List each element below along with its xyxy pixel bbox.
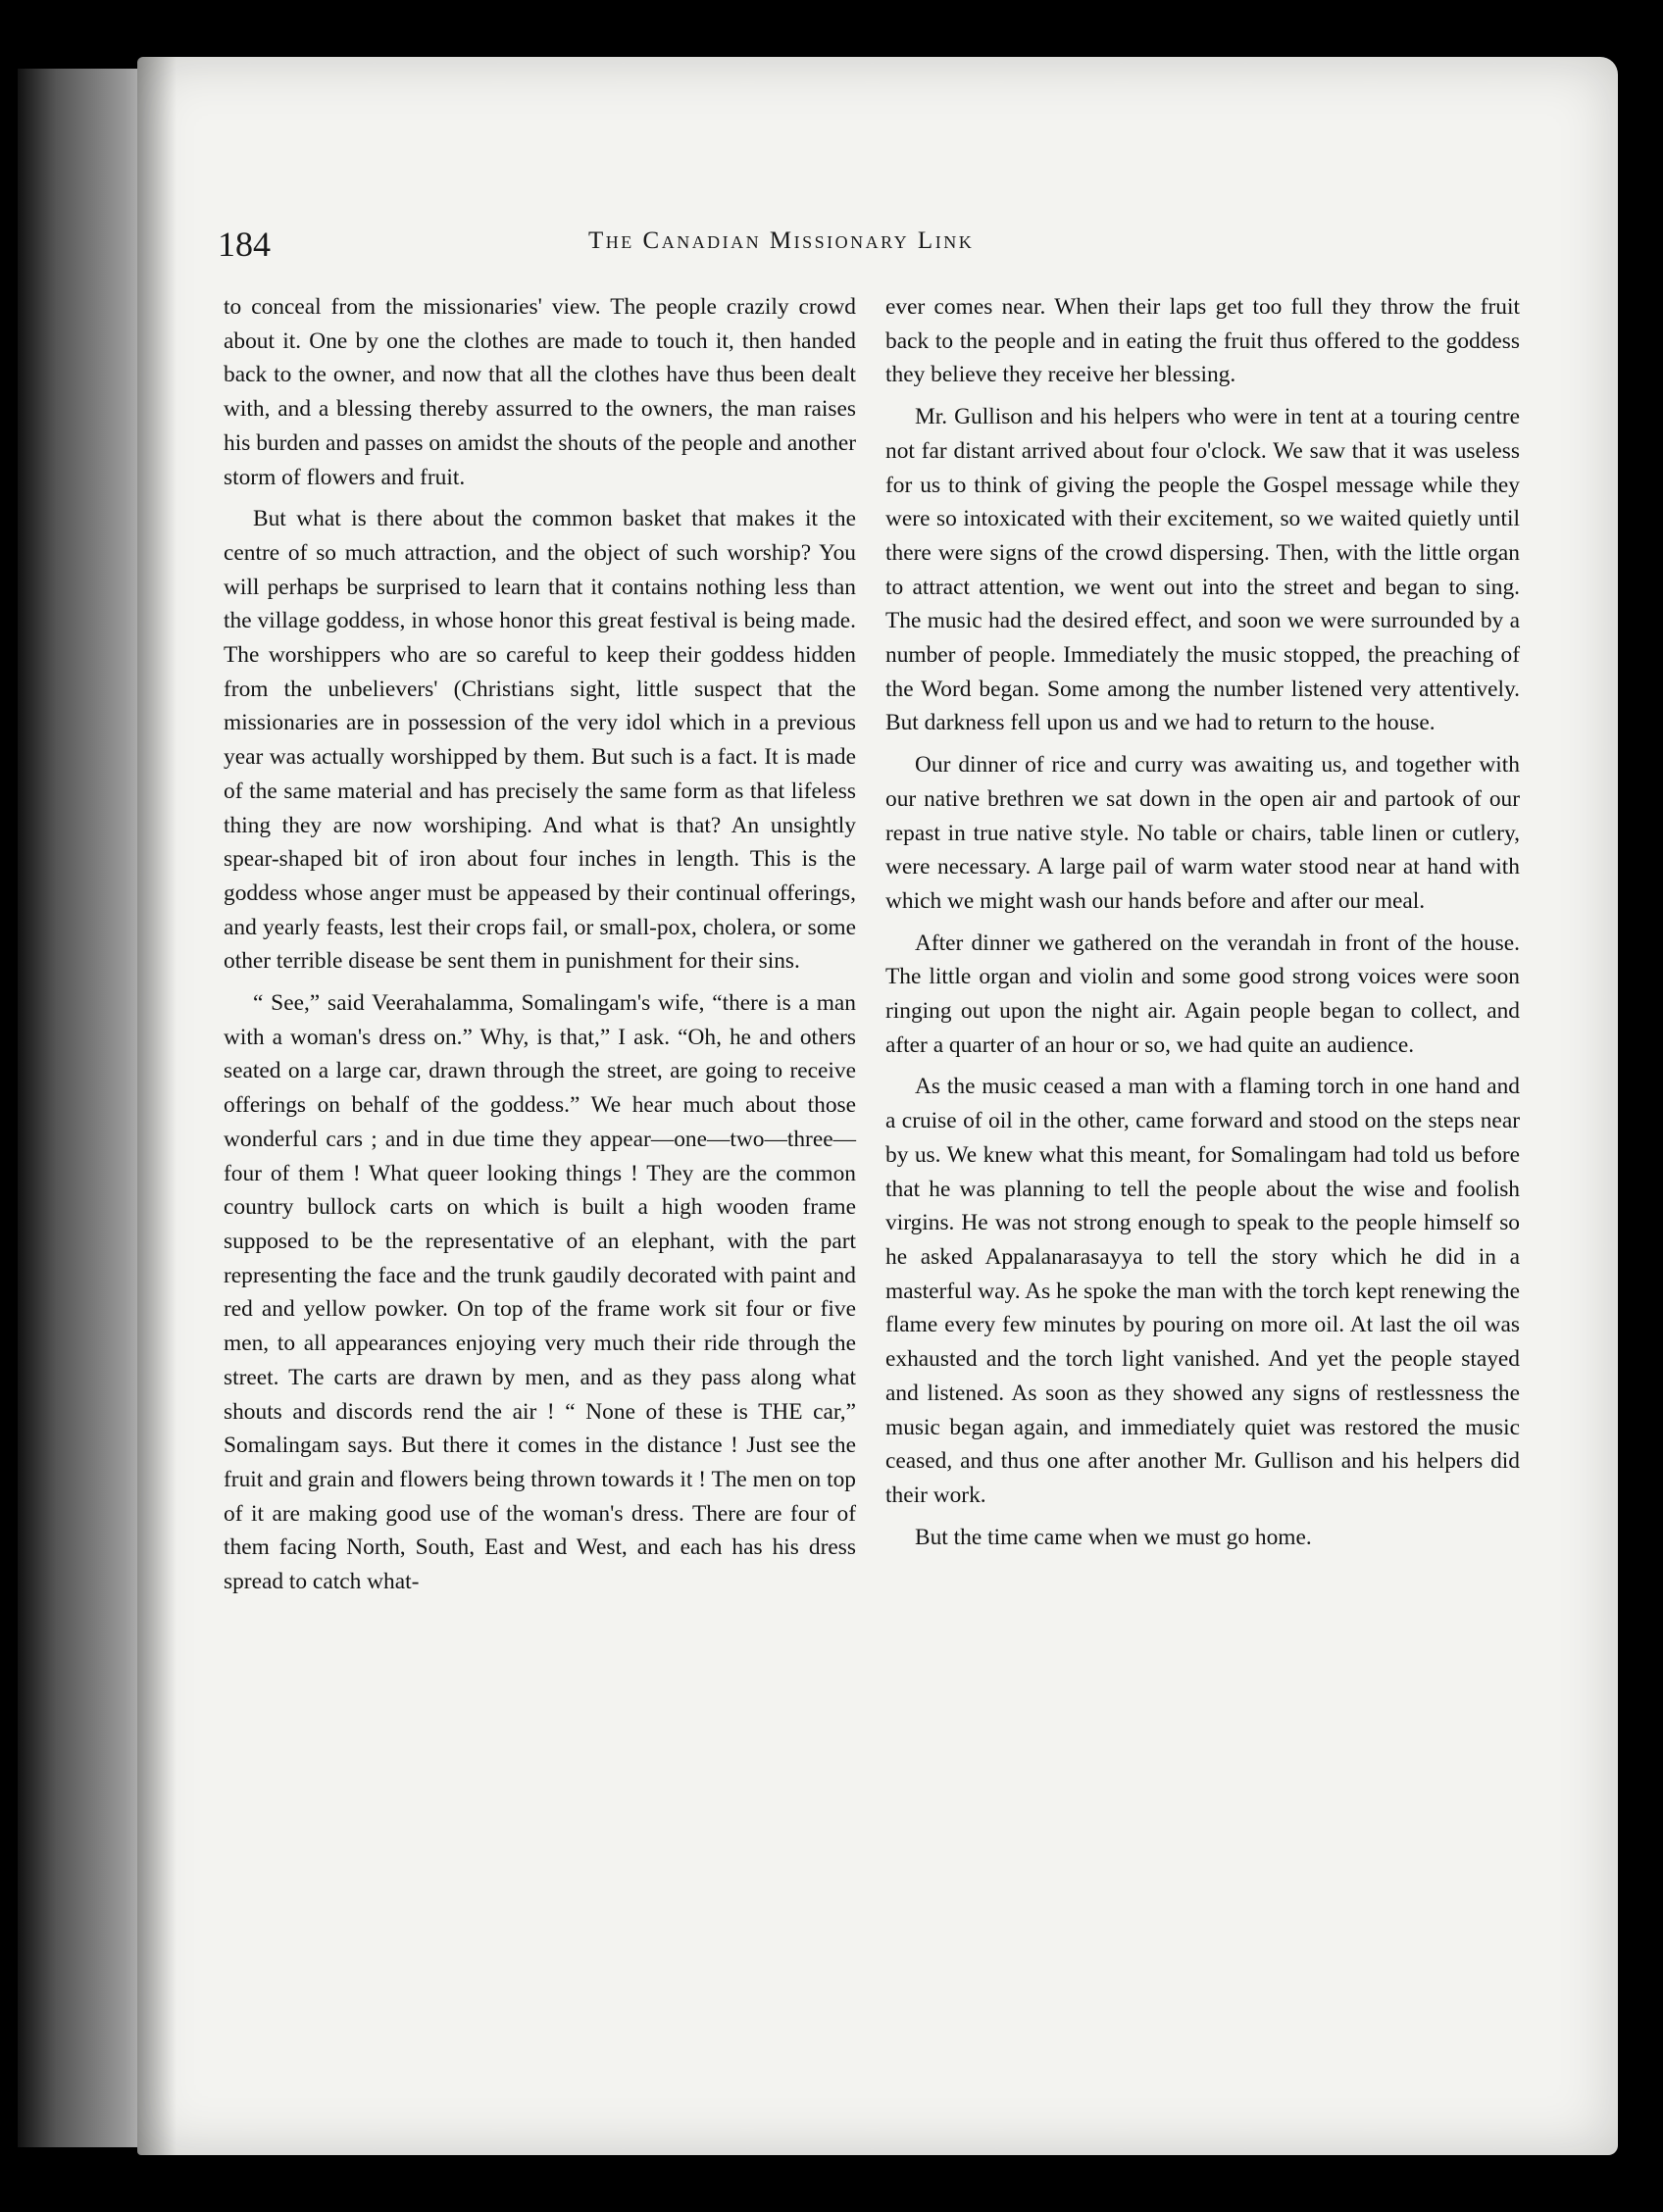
paragraph: ever comes near. When their laps get too full they throw the fruit back to the people and in eating the fruit thus offered to the goddess they believe they receive her blessing. xyxy=(885,294,1520,388)
paragraph: to conceal from the missionaries' view. The people crazily crowd about it. One by one the clothes are made to touch it, then handed back to the owner, and now that all the clothes have thus been dealt with, and a blessing thereby assurred to the owners, the man raises his burden and passes on amidst the shouts of the people and another storm of flowers and fruit. xyxy=(224,294,856,490)
book-page-edges xyxy=(18,69,145,2147)
page-number: 184 xyxy=(218,225,271,264)
spine-shadow xyxy=(137,57,176,2155)
paragraph: Mr. Gullison and his helpers who were in tent at a touring centre not far distant arrived about four o'clock. We saw that it was useless for us to think of giving the people the Gospel message while they were so intoxicated with their excitement, so we waited quietly until there were signs of the crowd dispersing. Then, with the little organ to attract attention, we went out into the street and began to sing. The music had the desired effect, and soon we were surrounded by a number of people. Immediately the music stopped, the preaching of the Word began. Some among the number listened very attentively. But darkness fell upon us and we had to return to the house. xyxy=(885,404,1520,736)
paragraph: As the music ceased a man with a flaming torch in one hand and a cruise of oil in the other, came forward and stood on the steps near by us. We knew what this meant, for Somalingam had told us before that he was planning to tell the people about the wise and foolish virgins. He was not strong enough to speak to the people himself so he asked Appalanarasayya to tell the story which he did in a masterful way. As he spoke the man with the torch kept renewing the flame every few minutes by pouring on more oil. At last the oil was exhausted and the torch light vanished. And yet the people stayed and listened. As soon as they showed any signs of restlessness the music began again, and immediately quiet was restored the music ceased, and thus one after another Mr. Gullison and his helpers did their work. xyxy=(885,1074,1520,1508)
running-head: The Canadian Missionary Link xyxy=(588,227,975,254)
paragraph: “ See,” said Veerahalamma, Somalingam's wife, “there is a man with a woman's dress on.” Why, is that,” I ask. “Oh, he and others seated on a large car, drawn through the street, are going to receive offerings on behalf of the goddess.” We hear much about those wonderful cars ; and in due time they appear—one—two—three—four of them ! What queer looking things ! They are the common country bullock carts on which is built a high wooden frame supposed to be the representative of an elephant, with the part representing the face and the trunk gaudily decorated with paint and red and yellow powker. On top of the frame work sit four or five men, to all appearances enjoying very much their ride through the street. The carts are drawn by men, and as they pass along what shouts and discords rend the air ! “ None of these is THE car,” Somalingam says. But there it comes in the distance ! Just see the fruit and grain and flowers being thrown towards it ! The men on top of it are making good use of the woman's dress. There are four of them facing North, South, East and West, and each has his dress spread to catch what- xyxy=(224,990,856,1595)
paragraph: Our dinner of rice and curry was awaiting us, and together with our native brethren we sat down in the open air and partook of our repast in true native style. No table or chairs, table linen or cutlery, were necessary. A large pail of warm water stood near at hand with which we might wash our hands before and after our meal. xyxy=(885,752,1520,914)
paragraph: But what is there about the common basket that makes it the centre of so much attraction, and the object of such worship? You will perhaps be surprised to learn that it contains nothing less than the village goddess, in whose honor this great festival is being made. The worshippers who are so careful to keep their goddess hidden from the unbelievers' (Christians sight, little suspect that the missionaries are in possession of the very idol which in a previous year was actually worshipped by them. But such is a fact. It is made of the same material and has precisely the same form as that lifeless thing they are now worshiping. And what is that? An unsightly spear-shaped bit of iron about four inches in length. This is the goddess whose anger must be appeased by their continual offerings, and yearly feasts, lest their crops fail, or small-pox, cholera, or some other terrible disease be sent them in punishment for their sins. xyxy=(224,506,856,975)
paragraph: After dinner we gathered on the verandah in front of the house. The little organ and violin and some good strong voices were soon ringing out upon the night air. Again people began to collect, and after a quarter of an hour or so, we had quite an audience. xyxy=(885,930,1520,1058)
left-column xyxy=(224,290,856,1607)
right-column xyxy=(885,290,1520,1562)
paragraph: But the time came when we must go home. xyxy=(915,1524,1312,1550)
